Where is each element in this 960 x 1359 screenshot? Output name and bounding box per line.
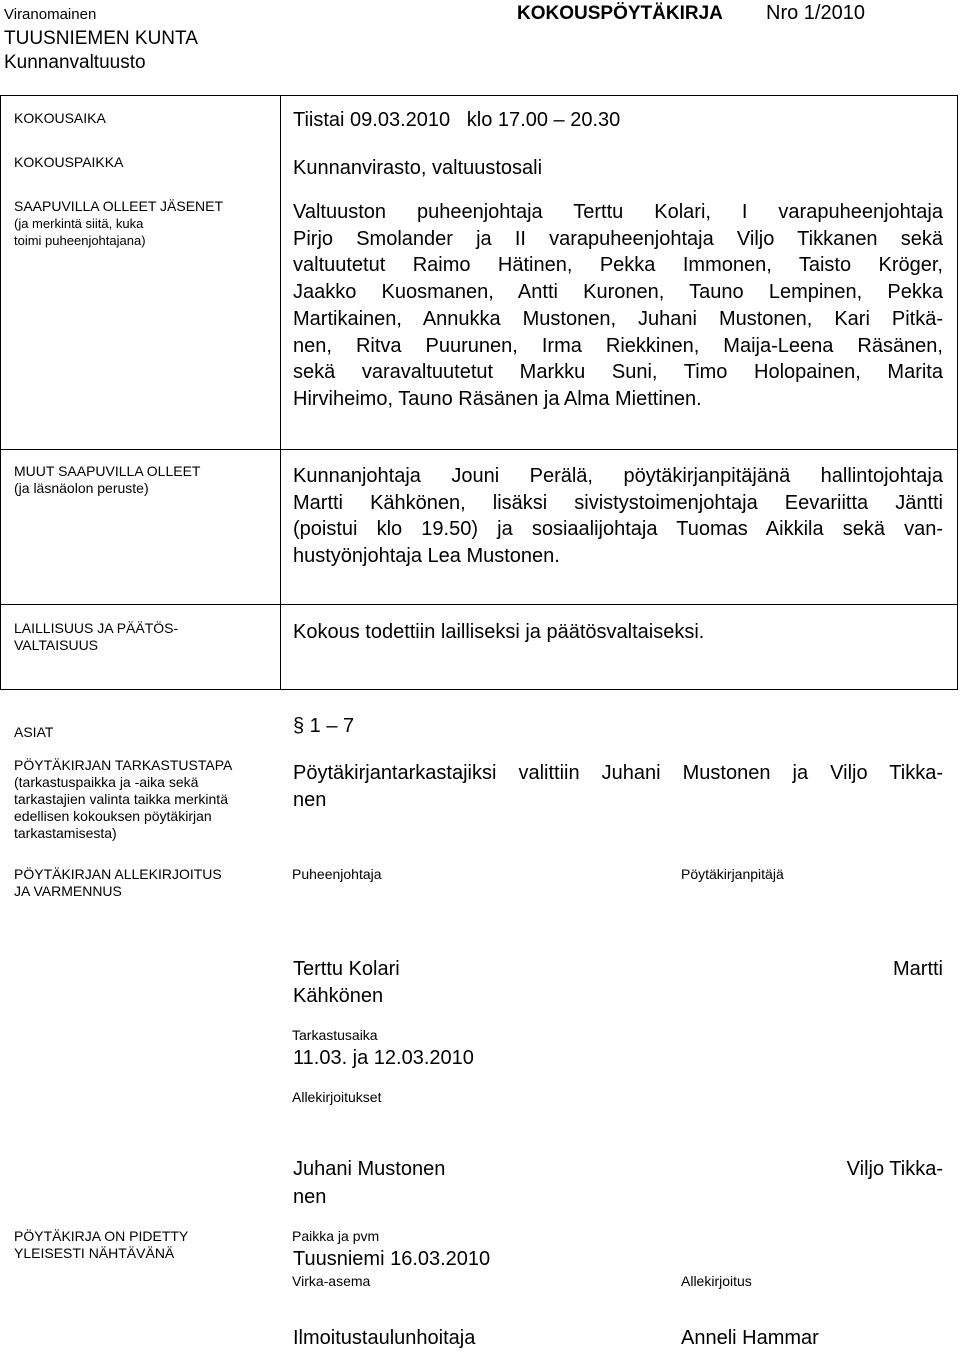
signature-section-label (14, 866, 222, 900)
matters-label: ASIAT (14, 724, 54, 740)
others-present-text (293, 463, 943, 570)
secretary-last-name: Kähkönen (293, 985, 384, 1007)
label-line: PÖYTÄKIRJAN ALLEKIRJOITUS (14, 866, 222, 882)
row-divider-3 (0, 689, 958, 690)
chair-label: Puheenjohtaja (292, 866, 382, 882)
label-line: edellisen kokouksen pöytäkirjan (14, 808, 212, 824)
text-line: Kunnanjohtaja Jouni Perälä, pöytäkirjanpitäjänä hallintojohtaja (293, 465, 943, 487)
inspection-time-value: 11.03. ja 12.03.2010 (293, 1047, 474, 1069)
inspector-1-name: Juhani Mustonen (293, 1158, 446, 1180)
public-display-label (14, 1228, 188, 1262)
place-date-label: Paikka ja pvm (292, 1228, 380, 1244)
legality-value: Kokous todettiin lailliseksi ja päätösvaltaiseksi. (293, 621, 705, 643)
signer-name: Anneli Hammar (681, 1327, 819, 1349)
label-line: (ja merkintä siitä, kuka (14, 216, 144, 231)
table-top-border (0, 95, 958, 96)
meeting-time-label: KOKOUSAIKA (14, 110, 106, 126)
inspector-2-name-continued: nen (293, 1186, 327, 1208)
text-line: nen (293, 788, 327, 811)
inspector-2-name: Viljo Tikka- (846, 1158, 943, 1180)
members-present-text (293, 199, 943, 413)
matters-value: § 1 – 7 (293, 715, 355, 737)
label-line: LAILLISUUS JA PÄÄTÖS- (14, 620, 179, 636)
table-left-border (0, 95, 1, 690)
position-label: Virka-asema (292, 1273, 371, 1289)
label-line: PÖYTÄKIRJA ON PIDETTY (14, 1228, 189, 1244)
document-type: KOKOUSPÖYTÄKIRJA (517, 3, 723, 24)
text-line: hustyönjohtaja Lea Mustonen. (293, 545, 560, 568)
author-label: Viranomainen (4, 6, 97, 23)
label-line: toimi puheenjohtajana) (14, 233, 146, 248)
row-divider-2 (0, 604, 958, 605)
label-line: VALTAISUUS (14, 637, 99, 653)
label-line: SAAPUVILLA OLLEET JÄSENET (14, 198, 224, 214)
label-line: PÖYTÄKIRJAN TARKASTUSTAPA (14, 757, 233, 773)
text-line: valtuutetut Raimo Hätinen, Pekka Immonen, Taisto Kröger, (293, 254, 943, 277)
label-line: (ja läsnäolon peruste) (14, 480, 149, 496)
label-line: YLEISESTI NÄHTÄVÄNÄ (14, 1245, 175, 1261)
signatures-label: Allekirjoitukset (292, 1089, 382, 1105)
row-divider-1 (0, 449, 958, 450)
meeting-time-value: Tiistai 09.03.2010 klo 17.00 – 20.30 (293, 109, 621, 131)
text-line: (poistui klo 19.50) ja sosiaalijohtaja Tuomas Aikkila sekä van- (293, 518, 943, 541)
text-line: nen, Ritva Puurunen, Irma Riekkinen, Maija-Leena Räsänen, (293, 334, 943, 357)
secretary-first-name: Martti (893, 958, 943, 980)
document-number: Nro 1/2010 (766, 2, 865, 24)
label-line: tarkastamisesta) (14, 825, 117, 841)
inspection-label (14, 757, 232, 842)
place-date-value: Tuusniemi 16.03.2010 (293, 1248, 491, 1270)
text-line: sekä varavaltuutetut Markku Suni, Timo Holopainen, Marita (293, 361, 943, 384)
text-line: Pirjo Smolander ja II varapuheenjohtaja Viljo Tikkanen sekä (293, 227, 943, 250)
meeting-place-value: Kunnanvirasto, valtuustosali (293, 157, 543, 179)
text-line: Martikainen, Annukka Mustonen, Juhani Mustonen, Kari Pitkä- (293, 307, 943, 330)
text-line: Martti Kähkönen, lisäksi sivistystoimenjohtaja Eevariitta Jäntti (293, 491, 943, 514)
signature-label: Allekirjoitus (681, 1273, 752, 1289)
municipality-name: TUUSNIEMEN KUNTA (4, 28, 198, 49)
column-divider (280, 95, 281, 690)
inspection-time-label: Tarkastusaika (292, 1027, 378, 1043)
others-present-label (14, 463, 200, 497)
text-line: Pöytäkirjantarkastajiksi valittiin Juhani Mustonen ja Viljo Tikka- (293, 762, 943, 784)
inspection-text (293, 760, 943, 813)
text-line: Jaakko Kuosmanen, Antti Kuronen, Tauno Lempinen, Pekka (293, 281, 943, 304)
members-present-label (14, 198, 223, 249)
text-line: Valtuuston puheenjohtaja Terttu Kolari, I varapuheenjohtaja (293, 201, 943, 223)
chair-name: Terttu Kolari (293, 958, 400, 980)
legality-label (14, 620, 178, 654)
secretary-label: Pöytäkirjanpitäjä (681, 866, 784, 882)
label-line: JA VARMENNUS (14, 883, 122, 899)
position-value: Ilmoitustaulunhoitaja (293, 1327, 476, 1349)
table-right-border (957, 95, 958, 690)
label-line: tarkastajien valinta taikka merkintä (14, 791, 228, 807)
council-name: Kunnanvaltuusto (4, 52, 146, 73)
label-line: MUUT SAAPUVILLA OLLEET (14, 463, 201, 479)
text-line: Hirviheimo, Tauno Räsänen ja Alma Miettinen. (293, 387, 702, 410)
meeting-place-label: KOKOUSPAIKKA (14, 154, 124, 170)
label-line: (tarkastuspaikka ja -aika sekä (14, 774, 199, 790)
